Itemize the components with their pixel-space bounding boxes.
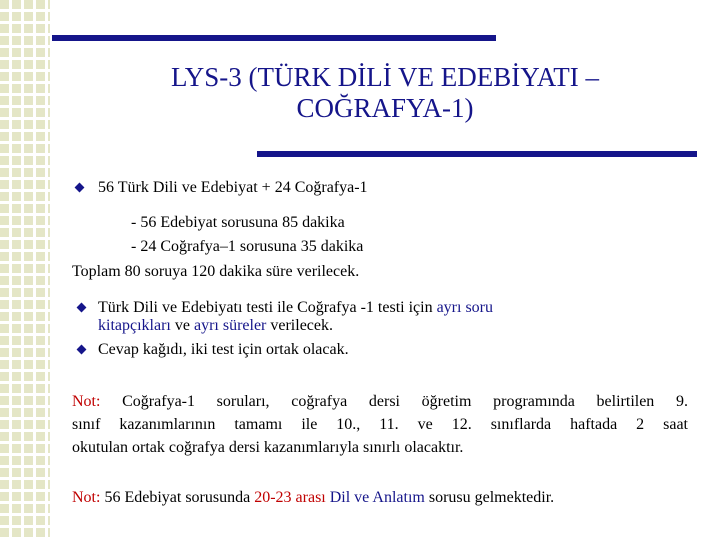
slide-title: [60, 62, 710, 124]
bullet-2-text: Türk Dili ve Edebiyatı testi ile Coğrafya -1 testi için: [98, 299, 437, 316]
note-2-text-2: sorusu gelmektedir.: [424, 489, 555, 506]
note-1-line-2: sınıf kazanımlarının tamamı ile 10., 11. ve 12. sınıflarda haftada 2 saat: [72, 416, 688, 433]
note-1-line-1: [72, 391, 688, 413]
title-line-2: COĞRAFYA-1): [296, 93, 474, 123]
bullet-diamond-icon: [77, 303, 87, 313]
bullet-1-text: 56 Türk Dili ve Edebiyat + 24 Coğrafya-1: [98, 179, 368, 196]
note-2: [72, 487, 554, 509]
note-2-range: 20-23 arası: [254, 489, 326, 506]
bullet-2-line-1: [98, 298, 493, 318]
highlight-separate-booklet: ayrı soru: [436, 299, 494, 316]
bullet-2-end: verilecek.: [266, 317, 333, 334]
bullet-diamond-icon: [75, 183, 85, 193]
highlight-separate-times: ayrı süreler: [193, 317, 267, 334]
title-line-1: LYS-3 (TÜRK DİLİ VE EDEBİYATI –: [171, 62, 599, 92]
decorative-stripe-pattern: [0, 0, 50, 540]
title-bottom-rule: [257, 151, 697, 157]
note-2-text-1: 56 Edebiyat sorusunda: [100, 489, 255, 506]
title-top-rule: [52, 35, 496, 41]
sub-item-geography: - 24 Coğrafya–1 sorusuna 35 dakika: [131, 238, 364, 255]
note-1-line-3: okutulan ortak coğrafya dersi kazanımlarıyla sınırlı olacaktır.: [72, 439, 464, 456]
bullet-2-line-2: [98, 316, 333, 336]
total-line: Toplam 80 soruya 120 dakika süre verilecek.: [72, 263, 360, 280]
sub-item-literature: - 56 Edebiyat sorusuna 85 dakika: [131, 214, 345, 231]
note-1-label: Not:: [72, 393, 101, 410]
note-2-label: Not:: [72, 489, 101, 506]
highlight-booklets: kitapçıkları: [98, 317, 171, 334]
bullet-2-connector: ve: [170, 317, 194, 334]
bullet-3-text: Cevap kağıdı, iki test için ortak olacak.: [98, 341, 349, 358]
note-2-subject: Dil ve Anlatım: [329, 489, 425, 506]
bullet-diamond-icon: [77, 345, 87, 355]
note-1-text-1: Coğrafya-1 soruları, coğrafya dersi öğretim programında belirtilen 9.: [100, 393, 688, 410]
